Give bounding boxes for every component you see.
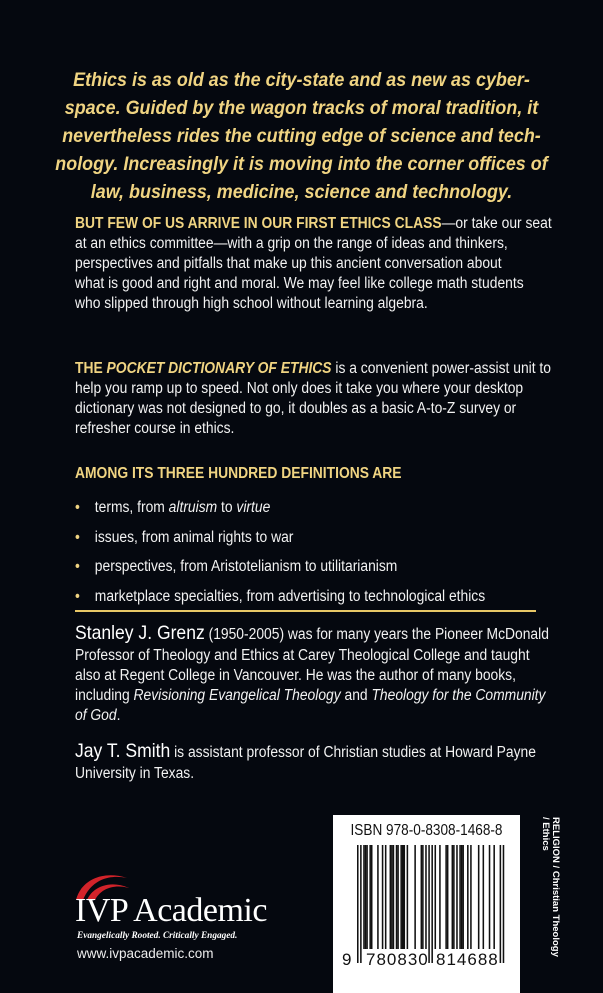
barcode-bar: [382, 845, 384, 949]
barcode-bar: [366, 845, 368, 949]
barcode-bar: [371, 845, 373, 949]
barcode-bar: [397, 845, 399, 949]
text-line: [75, 254, 525, 274]
text-run: and: [340, 687, 372, 704]
text-run: altruism: [168, 499, 218, 516]
text-run: also at Regent College in Vancouver. He was the author of many books,: [75, 667, 516, 684]
text-line: [75, 666, 525, 686]
barcode-bar: [445, 845, 447, 949]
barcode-bar: [439, 845, 441, 949]
barcode-bar: [414, 845, 416, 949]
barcode-bar: [470, 845, 472, 949]
pull-quote: [0, 66, 603, 206]
barcode-bar: [462, 845, 464, 949]
text-line: [75, 622, 549, 646]
category-subline: / Ethics: [540, 817, 551, 851]
quote-line: law, business, medicine, science and technology.: [90, 181, 513, 203]
barcode: [333, 843, 520, 993]
barcode-bar: [396, 845, 398, 949]
quote-line: nevertheless rides the cutting edge of science and tech-: [62, 125, 541, 147]
publisher-name: IVP Academic: [75, 892, 267, 929]
barcode-bar: [452, 845, 454, 949]
text-run: refresher course in ethics.: [75, 420, 235, 437]
text-run: University in Texas.: [75, 765, 195, 782]
text-run: —or take our seat: [441, 215, 552, 232]
barcode-bar: [390, 845, 392, 949]
publisher-tagline: Evangelically Rooted. Critically Engaged.: [77, 931, 238, 941]
barcode-bar: [393, 845, 395, 949]
author-bio-smith: [75, 740, 536, 784]
barcode-bar: [404, 845, 406, 949]
text-run: marketplace specialties, from advertising to technological ethics: [94, 587, 486, 605]
text-line: [75, 359, 551, 379]
text-run: of God: [75, 707, 117, 724]
barcode-bar: [360, 845, 362, 963]
barcode-bar: [377, 845, 379, 949]
barcode-bar: [402, 845, 404, 949]
barcode-bar: [478, 845, 480, 949]
text-run: (1950-2005) was for many years the Pioneer McDonald: [204, 626, 549, 643]
barcode-bar: [467, 845, 469, 949]
barcode-bar: [503, 845, 505, 963]
quote-line: Ethics is as old as the city-state and as new as cyber-: [73, 69, 530, 91]
description-paragraph: [75, 359, 551, 439]
author-bio-grenz: [75, 622, 549, 726]
text-run: dictionary was not designed to go, it doubles as a basic A-to-Z survey or: [75, 400, 517, 417]
text-line: [75, 646, 530, 666]
text-run: what is good and right and moral. We may feel like college math students: [75, 275, 524, 292]
barcode-bar: [435, 845, 437, 949]
isbn-label: ISBN 978-0-8308-1468-8: [350, 822, 503, 839]
list-item: [75, 499, 485, 529]
barcode-bar: [483, 845, 485, 949]
text-line: [75, 274, 525, 294]
barcode-bar: [493, 845, 495, 949]
barcode-bar: [500, 845, 502, 963]
text-line: [75, 294, 525, 314]
publisher-url: www.ivpacademic.com: [77, 946, 214, 961]
text-run: Theology for the Community: [371, 687, 546, 704]
barcode-bar: [421, 845, 423, 949]
bullet-icon: •: [75, 558, 80, 575]
text-line: [75, 706, 525, 726]
barcode-bar: [369, 845, 371, 949]
list-item: [75, 588, 485, 618]
barcode-bar: [425, 845, 427, 949]
text-run: Jay T. Smith: [75, 740, 171, 762]
barcode-first-digit: 9: [342, 950, 352, 969]
barcode-bar: [363, 845, 365, 949]
text-line: [75, 234, 525, 254]
definitions-heading: AMONG ITS THREE HUNDRED DEFINITIONS ARE: [75, 465, 402, 482]
intro-paragraph: [75, 214, 552, 314]
text-run: at an ethics committee—with a grip on the range of ideas and thinkers,: [75, 235, 508, 252]
definitions-list: [75, 499, 485, 617]
barcode-bar: [431, 845, 433, 963]
text-line: [75, 379, 525, 399]
barcode-bar: [447, 845, 449, 949]
barcode-bar: [365, 845, 367, 949]
text-run: THE: [75, 360, 107, 377]
barcode-right-digits: 814688: [436, 950, 499, 969]
text-line: [75, 686, 546, 706]
text-run: perspectives, from Aristotelianism to utilitarianism: [94, 558, 398, 575]
text-line: [75, 740, 536, 764]
category-label: [540, 817, 560, 957]
barcode-bar: [456, 845, 458, 949]
barcode-bar: [489, 845, 491, 949]
text-run: .: [116, 707, 121, 724]
barcode-bar: [407, 845, 409, 949]
bullet-icon: •: [75, 499, 80, 516]
text-run: issues, from animal rights to war: [94, 528, 294, 546]
text-run: terms, from: [94, 499, 169, 516]
barcode-bar: [453, 845, 455, 949]
text-run: including: [75, 687, 134, 704]
text-line: [75, 419, 525, 439]
text-line: [75, 764, 525, 784]
text-run: help you ramp up to speed. Not only does it take you where your desktop: [75, 380, 524, 397]
text-run: Stanley J. Grenz: [75, 622, 205, 644]
quote-line: nology. Increasingly it is moving into the corner offices of: [55, 153, 548, 175]
barcode-bar: [428, 845, 430, 963]
bullet-icon: •: [75, 587, 80, 605]
text-line: [75, 214, 552, 234]
category-line: RELIGION / Christian Theology: [550, 817, 561, 957]
divider: [75, 610, 536, 612]
text-run: virtue: [236, 499, 271, 516]
text-run: BUT FEW OF US ARRIVE IN OUR FIRST ETHICS CLASS: [75, 215, 442, 232]
barcode-bar: [461, 845, 463, 949]
bullet-icon: •: [75, 528, 80, 546]
text-run: perspectives and pitfalls that make up this ancient conversation about: [75, 255, 502, 272]
text-run: Professor of Theology and Ethics at Carey Theological College and taught: [75, 647, 530, 664]
text-run: POCKET DICTIONARY OF ETHICS: [106, 360, 332, 377]
text-run: is a convenient power-assist unit to: [331, 360, 551, 377]
barcode-bar: [385, 845, 387, 949]
list-item: [75, 529, 485, 559]
text-run: who slipped through high school without learning algebra.: [75, 295, 428, 312]
text-run: Revisioning Evangelical Theology: [133, 687, 341, 704]
barcode-bar: [459, 845, 461, 949]
text-run: to: [217, 499, 237, 516]
text-line: [75, 399, 525, 419]
quote-line: space. Guided by the wagon tracks of moral tradition, it: [64, 97, 539, 119]
barcode-bar: [422, 845, 424, 949]
text-run: is assistant professor of Christian studies at Howard Payne: [170, 744, 536, 761]
list-item: [75, 558, 485, 588]
barcode-bar: [400, 845, 402, 949]
barcode-bar: [357, 845, 359, 963]
barcode-left-digits: 780830: [366, 950, 429, 969]
barcode-box: [333, 815, 520, 993]
barcode-bar: [391, 845, 393, 949]
